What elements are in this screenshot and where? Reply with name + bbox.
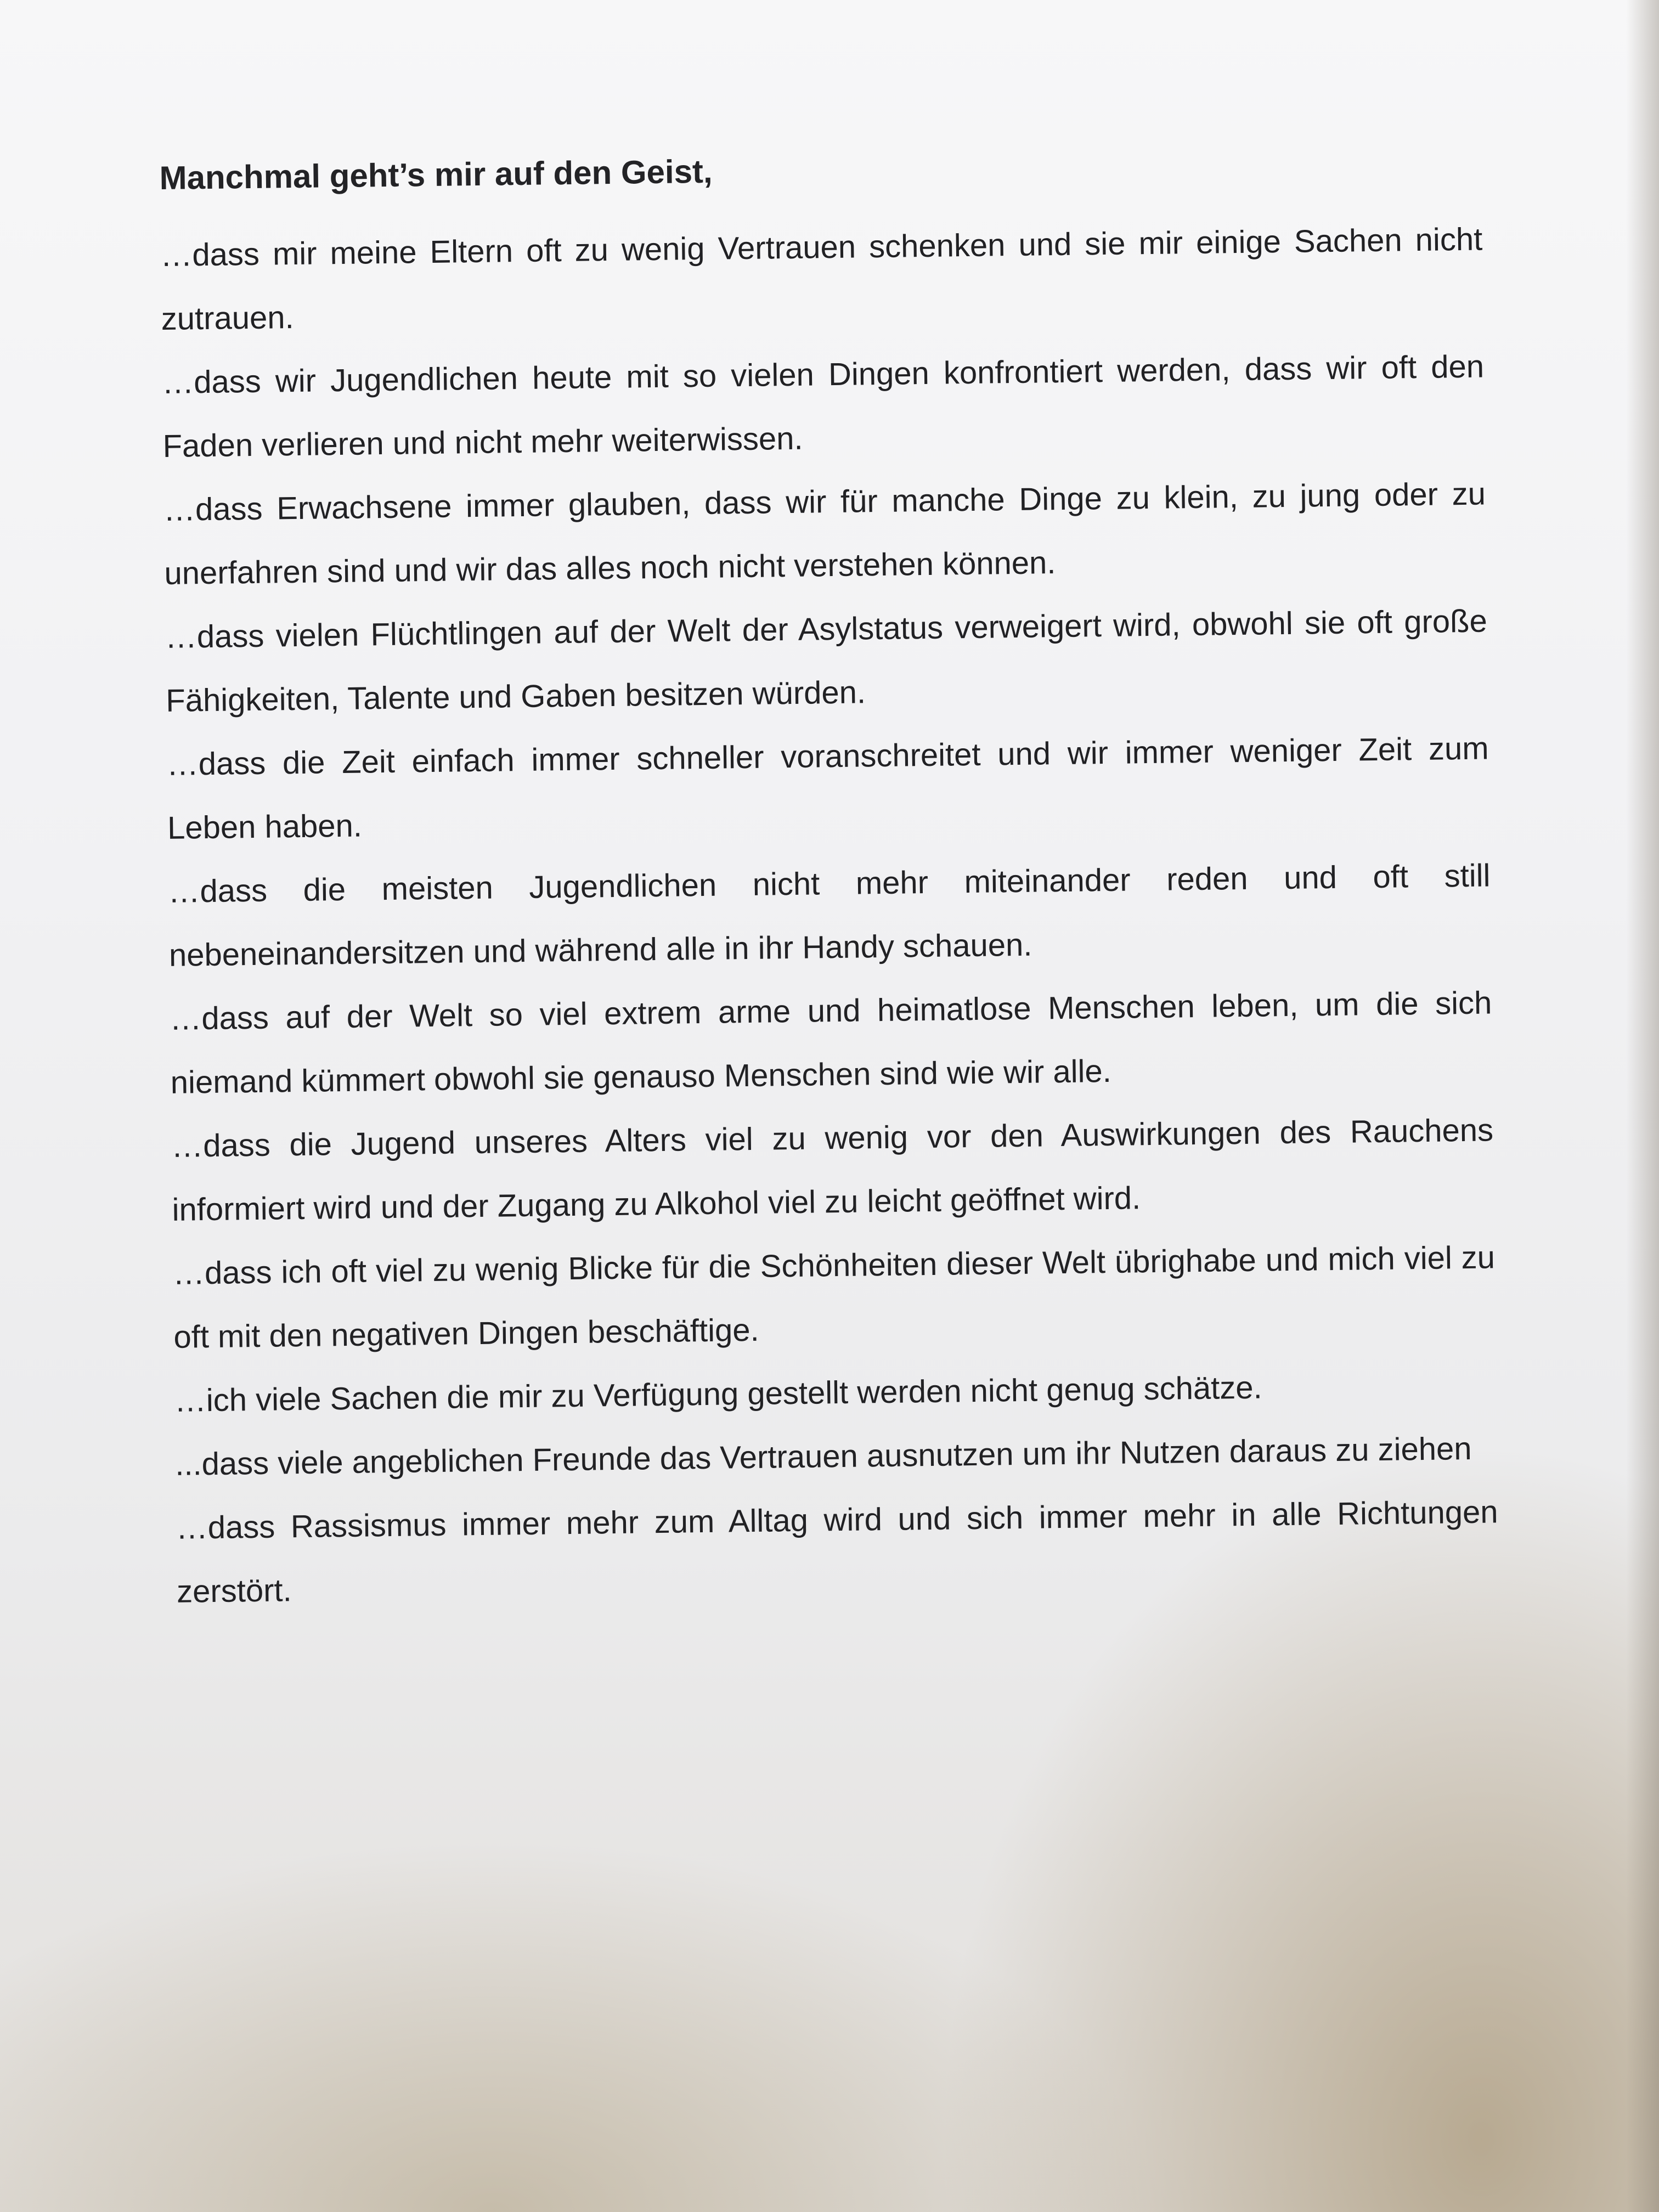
statement-item: …dass die meisten Jugendlichen nicht mehr miteinander reden und oft still nebeneinandersitzen und während alle in ihr Handy schauen.	[168, 857, 1491, 973]
statement-list	[160, 208, 1499, 1624]
statement-item: …dass vielen Flüchtlingen auf der Welt der Asylstatus verweigert wird, obwohl sie oft große Fähigkeiten, Talente und Gaben besitzen würden.	[165, 603, 1488, 719]
statement-item: …dass wir Jugendlichen heute mit so vielen Dingen konfrontiert werden, dass wir oft den Faden verlieren und nicht mehr weiterwissen.	[161, 348, 1485, 464]
statement-item: …dass auf der Welt so viel extrem arme und heimatlose Menschen leben, um die sich niemand kümmert obwohl sie genauso Menschen sind wie wir alle.	[169, 985, 1492, 1101]
statement-item: …ich viele Sachen die mir zu Verfügung gestellt werden nicht genug schätze.	[174, 1369, 1262, 1419]
statement-item: ...dass viele angeblichen Freunde das Vertrauen ausnutzen um ihr Nutzen daraus zu ziehen	[174, 1430, 1472, 1482]
statement-item: …dass Erwachsene immer glauben, dass wir für manche Dinge zu klein, zu jung oder zu unerfahren sind und wir das alles noch nicht verstehen können.	[163, 476, 1486, 591]
document-body	[159, 132, 1499, 1624]
statement-item: …dass die Jugend unseres Alters viel zu wenig vor den Auswirkungen des Rauchens informiert wird und der Zugang zu Alkohol viel zu leicht geöffnet wird.	[171, 1112, 1494, 1228]
statement-item: …dass mir meine Eltern oft zu wenig Vertrauen schenken und sie mir einige Sachen nicht zutrauen.	[160, 221, 1483, 337]
statement-item: …dass die Zeit einfach immer schneller voranschreitet und wir immer weniger Zeit zum Leben haben.	[166, 730, 1489, 846]
statement-item: …dass ich oft viel zu wenig Blicke für die Schönheiten dieser Welt übrighabe und mich viel zu oft mit den negativen Dingen beschäftige.	[172, 1239, 1496, 1355]
paper-edge-shadow	[1626, 0, 1659, 2212]
document-title: Manchmal geht’s mir auf den Geist,	[159, 153, 713, 196]
statement-item: …dass Rassismus immer mehr zum Alltag wird und sich immer mehr in alle Richtungen zerstört.	[176, 1494, 1498, 1610]
